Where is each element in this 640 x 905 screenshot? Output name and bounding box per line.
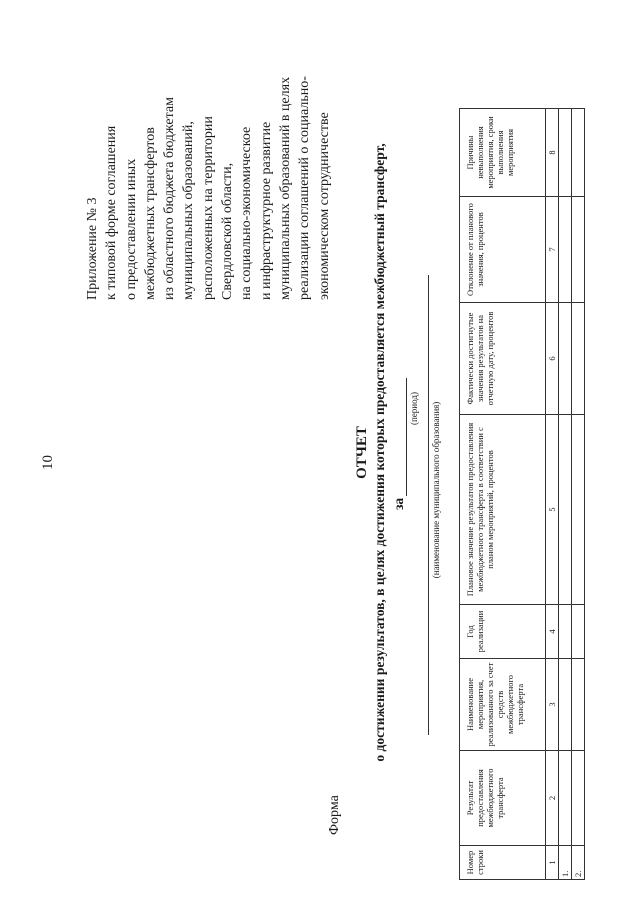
- table-row: [572, 109, 585, 880]
- table-header-cell: Наименование мероприятия, реализованного за счет средств межбюджетного трансферта: [460, 659, 546, 751]
- column-number-cell: 6: [546, 303, 559, 415]
- table-cell: [559, 303, 572, 415]
- period-caption: (период): [409, 392, 419, 425]
- municipality-caption: (наименование муниципального образования): [431, 401, 441, 579]
- appendix-line: Приложение № 3: [85, 197, 100, 300]
- table-cell: 2.: [572, 846, 585, 880]
- appendix-line: расположенных на территории: [200, 116, 216, 300]
- table-header-cell: Плановое значение результатов предоставления межбюджетного трансферта в соответствии с планом мероприятий, процентов: [460, 415, 546, 605]
- appendix-note: [83, 0, 334, 300]
- table-cell: [572, 605, 585, 659]
- table-cell: 1.: [559, 846, 572, 880]
- table-cell: [572, 303, 585, 415]
- table-header-cell: Год реализации: [460, 605, 546, 659]
- table-header-cell: Номер строки: [460, 846, 546, 880]
- table-row: [559, 109, 572, 880]
- table-cell: [572, 659, 585, 751]
- period-prefix: за: [391, 497, 406, 510]
- column-number-cell: 5: [546, 415, 559, 605]
- table-cell: [559, 751, 572, 846]
- column-number-cell: 3: [546, 659, 559, 751]
- column-number-cell: 8: [546, 109, 559, 197]
- appendix-line: муниципальных образований,: [181, 121, 197, 300]
- column-number-cell: 1: [546, 846, 559, 880]
- page-number: 10: [40, 455, 56, 470]
- appendix-line: Свердловской области,: [220, 162, 236, 300]
- appendix-line: реализации соглашений о социально-: [297, 76, 313, 300]
- table-header-cell: Отклонение от планового значения, процентов: [460, 197, 546, 303]
- report-title: ОТЧЕТ: [354, 426, 370, 479]
- report-subtitle: о достижении результатов, в целях достижения которых предоставляется межбюджетный трансферт,: [372, 143, 387, 762]
- table-cell: [559, 415, 572, 605]
- table-header-cell: Причины невыполнения мероприятия, сроки выполнения мероприятия: [460, 109, 546, 197]
- table-cell: [572, 109, 585, 197]
- form-label: Форма: [327, 795, 342, 835]
- appendix-line: межбюджетных трансфертов: [142, 127, 158, 300]
- column-number-cell: 7: [546, 197, 559, 303]
- period-line: [391, 310, 407, 510]
- appendix-line: муниципальных образований в целях: [277, 76, 293, 300]
- table-header-row: [460, 109, 546, 880]
- table-column-number-row: [546, 109, 559, 880]
- appendix-line: и инфраструктурное развитие: [258, 121, 274, 300]
- table-cell: [559, 605, 572, 659]
- appendix-line: о предоставлении иных: [123, 158, 139, 300]
- table-cell: [559, 109, 572, 197]
- table-cell: [559, 197, 572, 303]
- appendix-line: на социально-экономическое: [239, 126, 255, 300]
- column-number-cell: 4: [546, 605, 559, 659]
- appendix-line: экономическом сотрудничестве: [316, 112, 332, 300]
- table-cell: [572, 415, 585, 605]
- appendix-line: из областного бюджета бюджетам: [162, 97, 178, 300]
- report-table: [459, 108, 585, 880]
- column-number-cell: 2: [546, 751, 559, 846]
- table-cell: [572, 197, 585, 303]
- table-cell: [559, 659, 572, 751]
- table-cell: [572, 751, 585, 846]
- period-blank-field: [393, 378, 407, 496]
- appendix-line: к типовой форме соглашения: [104, 125, 120, 300]
- table-header-cell: Фактически достигнутые значения результатов на отчетную дату, процентов: [460, 303, 546, 415]
- table-header-cell: Результат предоставления межбюджетного трансферта: [460, 751, 546, 846]
- municipality-blank-field: [428, 275, 429, 735]
